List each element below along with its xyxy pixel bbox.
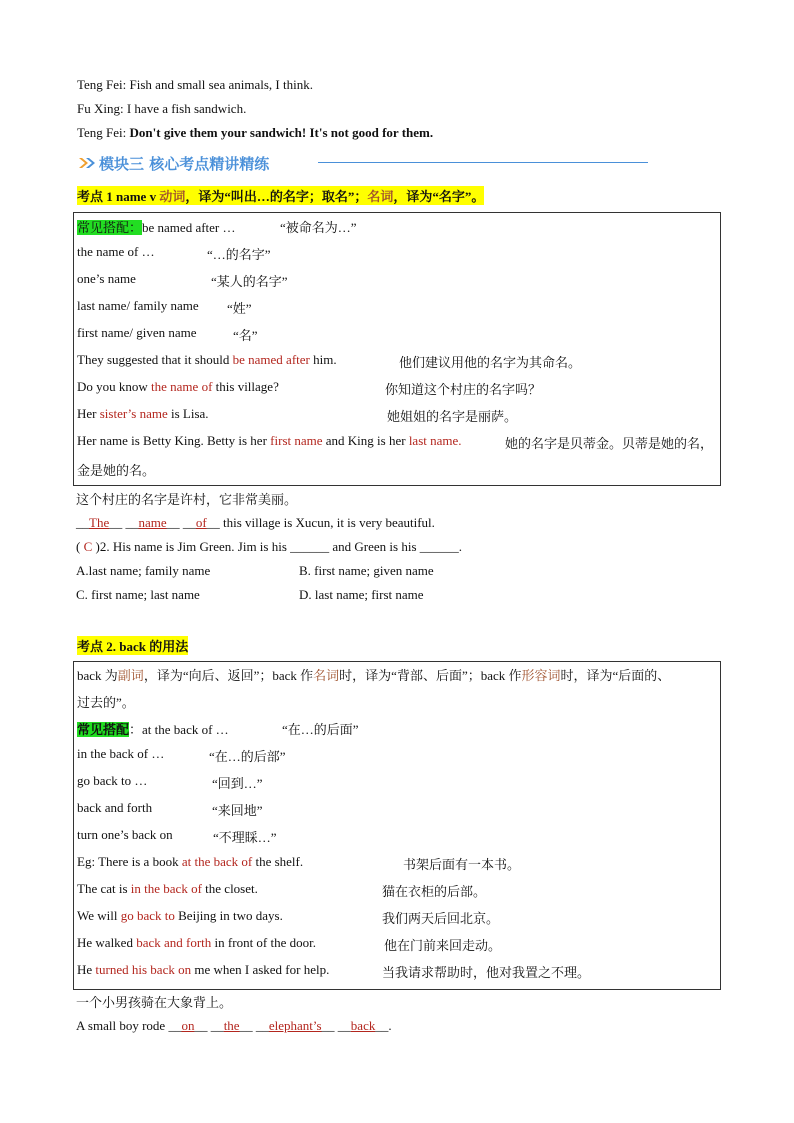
point2-heading: 考点 2. back 的用法 xyxy=(77,636,188,655)
collocation-row: turn one’s back on “不理睬…” xyxy=(77,827,277,845)
collocation-row: 常见搭配：be named after … “被命名为…” xyxy=(77,220,357,235)
example-row: The cat is in the back of the closet. 猫在衣柜的后部。 xyxy=(77,881,487,899)
exercise1-zh: 这个村庄的名字是许村，它非常美丽。 xyxy=(76,492,298,507)
collocation-row: back and forth “来回地” xyxy=(77,800,263,818)
module-divider xyxy=(318,162,648,163)
example-row-cont: 金是她的名。 xyxy=(77,463,156,478)
exercise2: ( C )2. His name is Jim Green. Jim is his ______ and Green is his ______. xyxy=(76,539,463,554)
exercise3-zh: 一个小男孩骑在大象背上。 xyxy=(76,995,233,1010)
point1-heading: 考点 1 name v 动词，译为“叫出…的名字；取名”；名词，译为“名字”。 xyxy=(77,186,484,205)
collocation-row: in the back of … “在…的后部” xyxy=(77,746,286,764)
dialogue-line-1: Teng Fei: Fish and small sea animals, I think. xyxy=(77,77,313,92)
collocation-row: first name/ given name “名” xyxy=(77,325,258,343)
module-heading xyxy=(77,153,269,174)
intro-row-cont: 过去的”。 xyxy=(77,695,135,710)
double-chevron-icon xyxy=(77,155,99,171)
example-row: Her sister’s name is Lisa. 她姐姐的名字是丽萨。 xyxy=(77,406,518,424)
example-row: He walked back and forth in front of the door. 他在门前来回走动。 xyxy=(77,935,502,953)
point2-box xyxy=(73,661,721,990)
option-a: A.last name; family name xyxy=(76,563,211,578)
example-row: Do you know the name of this village? 你知道这个村庄的名字吗？ xyxy=(77,379,542,397)
collocation-row: go back to … “回到…” xyxy=(77,773,263,791)
collocation-row: last name/ family name “姓” xyxy=(77,298,252,316)
option-b: B. first name; given name xyxy=(299,563,434,578)
intro-row: back 为副词，译为“向后、返回”；back 作名词时，译为“背部、后面”；back 作形容词时，译为“后面的、 xyxy=(77,668,671,683)
option-d: D. last name; first name xyxy=(299,587,424,602)
option-c: C. first name; last name xyxy=(76,587,200,602)
collocation-row: the name of … “…的名字” xyxy=(77,244,271,262)
example-row: They suggested that it should be named after him. 他们建议用他的名字为其命名。 xyxy=(77,352,582,370)
example-row: He turned his back on me when I asked for help. 当我请求帮助时，他对我置之不理。 xyxy=(77,962,591,980)
point1-box xyxy=(73,212,721,486)
dialogue-line-2: Fu Xing: I have a fish sandwich. xyxy=(77,101,247,116)
example-row: Her name is Betty King. Betty is her first name and King is her last name. 她的名字是贝蒂金。贝蒂是她的名， xyxy=(77,433,714,451)
dialogue-line-3: Teng Fei: Don't give them your sandwich! It's not good for them. xyxy=(77,125,434,140)
example-row: Eg: There is a book at the back of the shelf. 书架后面有一本书。 xyxy=(77,854,521,872)
exercise1: __The__ __name__ __of__ this village is Xucun, it is very beautiful. xyxy=(76,515,435,530)
module-title: 模块三 核心考点精讲精练 xyxy=(99,155,270,173)
collocation-row: one’s name “某人的名字” xyxy=(77,271,288,289)
example-row: We will go back to Beijing in two days. 我们两天后回北京。 xyxy=(77,908,500,926)
collocation-row: 常见搭配：at the back of … “在…的后面” xyxy=(77,722,359,737)
exercise3: A small boy rode __on__ __the__ __elephant’s__ __back__. xyxy=(76,1018,392,1033)
